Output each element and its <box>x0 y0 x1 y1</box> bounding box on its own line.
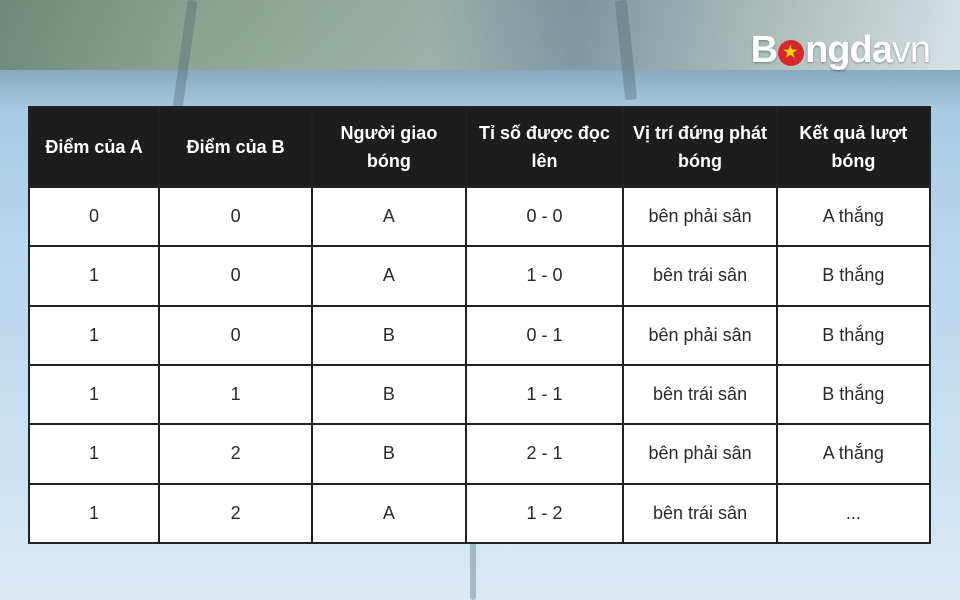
column-header: Tỉ số được đọc lên <box>466 107 624 187</box>
table-cell: 1 <box>29 424 159 483</box>
column-header: Kết quả lượt bóng <box>777 107 930 187</box>
table-cell: B <box>312 365 465 424</box>
table-cell: 1 - 1 <box>466 365 624 424</box>
table-cell: 1 - 0 <box>466 246 624 305</box>
logo-text-b: B <box>750 28 778 71</box>
table-cell: B <box>312 424 465 483</box>
table-cell: ... <box>777 484 930 543</box>
table-cell: 0 <box>159 306 312 365</box>
table-row <box>29 484 930 543</box>
column-header: Điểm của B <box>159 107 312 187</box>
table-cell: 1 <box>29 246 159 305</box>
column-header: Điểm của A <box>29 107 159 187</box>
table-cell: bên phải sân <box>623 306 776 365</box>
table-cell: B <box>312 306 465 365</box>
table-row <box>29 187 930 246</box>
table-cell: 0 - 1 <box>466 306 624 365</box>
table-cell: 1 <box>29 484 159 543</box>
table-cell: 1 <box>29 365 159 424</box>
logo-text-vn: vn <box>891 28 930 71</box>
table-cell: bên trái sân <box>623 246 776 305</box>
table-row <box>29 424 930 483</box>
table-cell: B thắng <box>777 306 930 365</box>
background-tree-trunk <box>470 540 476 600</box>
logo-text-ngda: ngda <box>805 28 892 71</box>
table-cell: 2 <box>159 424 312 483</box>
column-header: Vị trí đứng phát bóng <box>623 107 776 187</box>
football-icon <box>778 40 804 66</box>
table-cell: A <box>312 246 465 305</box>
table-cell: A thắng <box>777 424 930 483</box>
table-cell: 1 - 2 <box>466 484 624 543</box>
table-cell: 2 - 1 <box>466 424 624 483</box>
table-cell: bên trái sân <box>623 484 776 543</box>
table-cell: A <box>312 187 465 246</box>
table-cell: 0 - 0 <box>466 187 624 246</box>
table-cell: 1 <box>159 365 312 424</box>
table-cell: bên trái sân <box>623 365 776 424</box>
table-cell: bên phải sân <box>623 187 776 246</box>
table-cell: 1 <box>29 306 159 365</box>
table-cell: bên phải sân <box>623 424 776 483</box>
table-header-row <box>29 107 930 187</box>
table-cell: B thắng <box>777 365 930 424</box>
bongdavn-logo[interactable] <box>751 28 930 72</box>
table-cell: 0 <box>29 187 159 246</box>
table-row <box>29 306 930 365</box>
table-cell: B thắng <box>777 246 930 305</box>
table-cell: 0 <box>159 246 312 305</box>
score-table <box>28 106 931 544</box>
column-header: Người giao bóng <box>312 107 465 187</box>
table-row <box>29 246 930 305</box>
table-cell: 0 <box>159 187 312 246</box>
table-cell: 2 <box>159 484 312 543</box>
table-row <box>29 365 930 424</box>
table-cell: A thắng <box>777 187 930 246</box>
table-cell: A <box>312 484 465 543</box>
